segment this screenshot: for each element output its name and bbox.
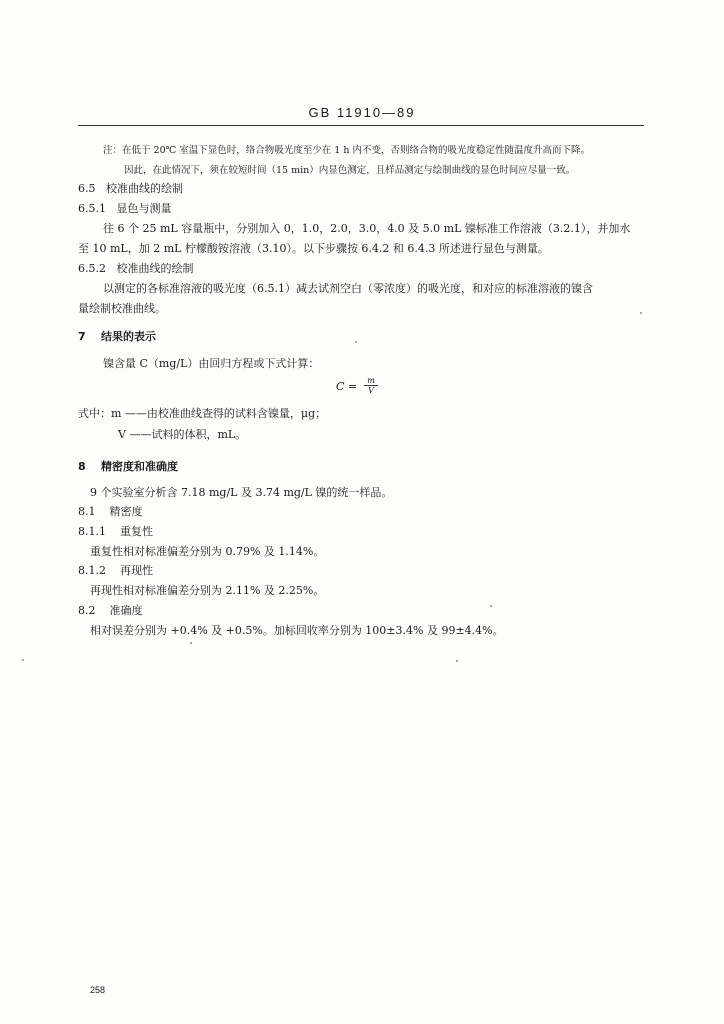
- section-6-5-heading: [78, 180, 183, 196]
- where-m-text: m ——由校准曲线查得的试料含镍量，μg；: [111, 407, 327, 420]
- header-rule: [78, 125, 644, 126]
- section-title: 再现性: [120, 564, 153, 577]
- paragraph-line: 至 10 mL，加 2 mL 柠檬酸铵溶液（3.10）。以下步骤按 6.4.2 和 6.4.3 所述进行显色与测量。: [78, 242, 549, 255]
- paragraph-line: 量绘制校准曲线。: [78, 302, 166, 315]
- paragraph-line: 重复性相对标准偏差分别为 0.79% 及 1.14%。: [90, 545, 325, 558]
- scan-speck: [355, 341, 357, 343]
- scan-speck: [490, 605, 492, 607]
- note-line-1: 注：在低于 20℃ 室温下显色时，络合物吸光度至少在 1 h 内不变，否则络合物的吸光度稳定性随温度升高而下降。: [103, 145, 590, 156]
- section-title: 重复性: [120, 525, 153, 538]
- paragraph-line: 再现性相对标准偏差分别为 2.11% 及 2.25%。: [90, 584, 325, 597]
- paragraph-line: 9 个实验室分析含 7.18 mg/L 及 3.74 mg/L 镍的统一样品。: [90, 486, 393, 499]
- section-number: 6.5.1: [78, 202, 106, 215]
- section-number: 8.2: [78, 604, 96, 617]
- section-8-1-1-heading: [78, 523, 153, 539]
- section-title: 精密度和准确度: [100, 460, 178, 473]
- section-number: 8.1.2: [78, 564, 106, 577]
- section-title: 显色与测量: [116, 202, 172, 215]
- section-title: 准确度: [109, 604, 143, 617]
- section-6-5-1-heading: [78, 200, 172, 216]
- paragraph-line: 以测定的各标准溶液的吸光度（6.5.1）减去试剂空白（零浓度）的吸光度，和对应的标准溶液的镍含: [103, 282, 593, 295]
- section-number: 8: [78, 460, 86, 473]
- section-8-heading: [78, 458, 178, 474]
- where-label: 式中：: [78, 407, 111, 420]
- paragraph-line: 往 6 个 25 mL 容量瓶中，分别加入 0，1.0，2.0，3.0，4.0 及 5.0 mL 镍标准工作溶液（3.2.1），并加水: [103, 222, 631, 235]
- formula-numerator: m: [364, 376, 378, 386]
- note-line-2: 因此，在此情况下，须在较短时间（15 min）内显色测定，且样品测定与绘制曲线的显色时间应尽量一致。: [124, 165, 576, 176]
- where-v-line: V ——试料的体积，mL。: [118, 428, 247, 441]
- section-8-2-heading: [78, 602, 143, 618]
- formula-intro: 镍含量 C（mg/L）由回归方程或下式计算：: [103, 357, 320, 370]
- scan-speck: [456, 660, 458, 662]
- where-m-line: [78, 405, 326, 421]
- formula-lhs: C =: [336, 380, 358, 393]
- section-number: 6.5: [78, 182, 96, 195]
- standard-code-header: GB 11910—89: [308, 105, 416, 120]
- section-title: 校准曲线的绘制: [116, 262, 194, 275]
- section-7-heading: [78, 328, 156, 344]
- paragraph-line: 相对误差分别为 +0.4% 及 +0.5%。加标回收率分别为 100±3.4% 及 99±4.4%。: [90, 624, 504, 637]
- section-title: 校准曲线的绘制: [106, 182, 183, 195]
- page-number: 258: [90, 985, 106, 995]
- formula-fraction: [364, 376, 378, 395]
- formula-denominator: V: [368, 386, 374, 395]
- section-number: 8.1.1: [78, 525, 106, 538]
- section-6-5-2-heading: [78, 260, 194, 276]
- section-number: 6.5.2: [78, 262, 106, 275]
- section-number: 7: [78, 330, 86, 343]
- scan-speck: [22, 659, 24, 661]
- section-8-1-2-heading: [78, 562, 153, 578]
- section-number: 8.1: [78, 505, 96, 518]
- section-8-1-heading: [78, 503, 143, 519]
- scan-speck: [640, 312, 642, 314]
- section-title: 结果的表示: [100, 330, 156, 343]
- section-title: 精密度: [109, 505, 143, 518]
- scan-speck: [190, 642, 192, 644]
